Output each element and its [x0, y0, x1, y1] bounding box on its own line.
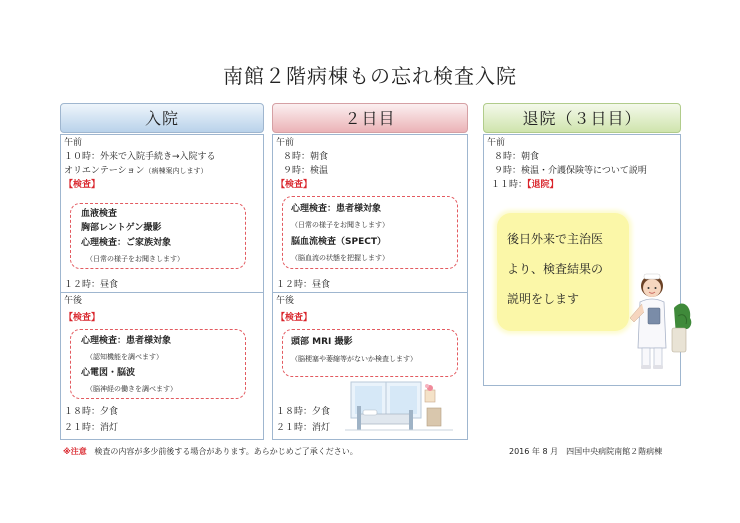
day2-am-exam2-note: （脳血流の状態を把握します）: [291, 254, 389, 262]
hospital-room-illustration: [345, 378, 453, 436]
bubble-line2: より、検査結果の: [507, 262, 604, 276]
admission-lights-out: ２１時：消灯: [64, 423, 119, 433]
column-day2-divider: [272, 292, 468, 293]
header-day2: ２日目: [272, 103, 468, 133]
admission-am-label: 午前: [64, 138, 83, 148]
admission-am-exam3: 心理検査：ご家族対象: [81, 238, 172, 248]
admission-pm-exam-label: 【検査】: [64, 313, 101, 323]
day2-am-exam1-note: （日常の様子をお聞きします）: [291, 221, 389, 229]
admission-pm-label: 午後: [64, 296, 83, 306]
admission-am-exam1: 血液検査: [81, 209, 118, 219]
day2-pm-exam-label: 【検査】: [276, 313, 313, 323]
discharge-line1: ８時：朝食: [494, 152, 540, 162]
day2-dinner: １８時：夕食: [276, 407, 331, 417]
bubble-line1: 後日外来で主治医: [507, 232, 604, 246]
bubble-line3: 説明をします: [507, 292, 580, 306]
admission-am-exam-label: 【検査】: [64, 180, 101, 190]
admission-pm-exam2: 心電図・脳波: [81, 368, 136, 378]
column-admission-divider: [60, 292, 264, 293]
admission-pm-exam2-note: （脳神経の働きを調べます）: [86, 385, 177, 393]
day2-am-exam-label: 【検査】: [276, 180, 313, 190]
admission-pm-exam1-note: （認知機能を調べます）: [86, 353, 163, 361]
admission-am-line2: オリエンテーション（病棟案内します）: [64, 166, 208, 176]
header-admission: 入院: [60, 103, 264, 133]
day2-am-exam1: 心理検査：患者様対象: [291, 204, 382, 214]
page-title: 南館２階病棟もの忘れ検査入院: [223, 64, 517, 88]
admission-am-line1: １０時：外来で入院手続き→入院する: [64, 152, 216, 162]
day2-pm-label: 午後: [276, 296, 295, 306]
footer-note: ※注意 検査の内容が多少前後する場合があります。あらかじめご了承ください。: [63, 447, 358, 456]
admission-am-exam2: 胸部レントゲン撮影: [81, 223, 162, 233]
day2-am-line2: ９時：検温: [283, 166, 329, 176]
admission-pm-exam1: 心理検査：患者様対象: [81, 336, 172, 346]
admission-am-exam3-note: （日常の様子をお聞きします）: [86, 255, 184, 263]
day2-pm-exam1: 頭部 MRI 撮影: [291, 337, 353, 347]
admission-lunch: １２時：昼食: [64, 280, 119, 290]
admission-dinner: １８時：夕食: [64, 407, 119, 417]
day2-am-label: 午前: [276, 138, 295, 148]
day2-am-exam2: 脳血流検査（SPECT）: [291, 237, 386, 247]
nurse-illustration: [622, 268, 694, 374]
discharge-line3: １１時：【退院】: [491, 180, 559, 190]
discharge-am-label: 午前: [487, 138, 506, 148]
discharge-line2: ９時：検温・介護保険等について説明: [494, 166, 647, 176]
day2-am-line1: ８時：朝食: [283, 152, 329, 162]
day2-pm-exam1-note: （脳梗塞や萎縮等がないか検査します）: [291, 355, 417, 363]
header-discharge: 退院（３日目）: [483, 103, 681, 133]
day2-lunch: １２時：昼食: [276, 280, 331, 290]
day2-lights-out: ２１時：消灯: [276, 423, 331, 433]
footer-credit: 2016 年 8 月 四国中央病院南館２階病棟: [509, 447, 663, 456]
